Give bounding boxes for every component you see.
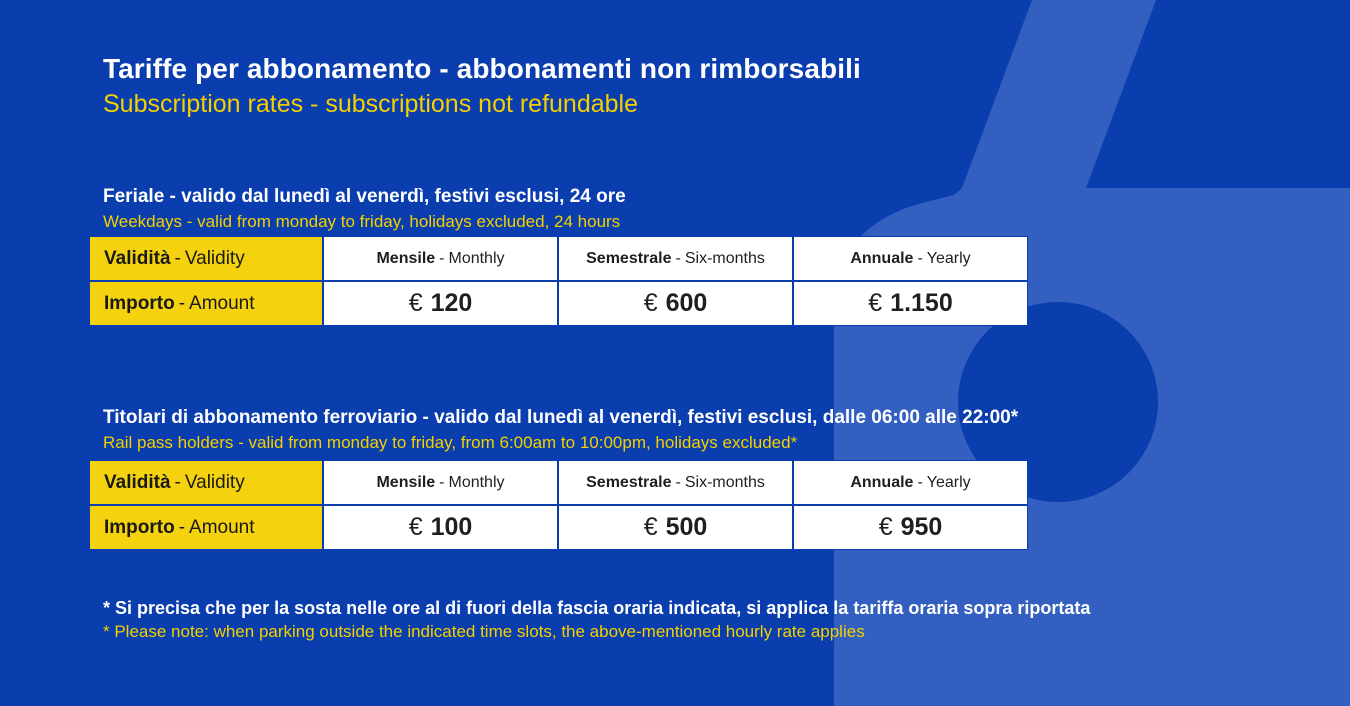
monthly-amount: 120 <box>430 289 473 317</box>
section-1-title: Feriale - valido dal lunedì al venerdì, festivi esclusi, 24 ore <box>103 186 626 207</box>
validity-label-main: Validità <box>104 471 171 493</box>
amount-label-cell <box>89 281 323 326</box>
amount-label-separator: - <box>178 292 186 314</box>
euro-symbol: € <box>643 513 658 541</box>
section-1-subtitle: Weekdays - valid from monday to friday, holidays excluded, 24 hours <box>103 212 621 231</box>
six-months-header-separator: - <box>675 249 681 267</box>
monthly-header-separator: - <box>439 249 445 267</box>
section-2-title: Titolari di abbonamento ferroviario - valido dal lunedì al venerdì, festivi esclusi, dalle 06:00 alle 22:00* <box>103 407 1019 428</box>
validity-label-cell <box>89 236 323 281</box>
six-months-amount: 500 <box>665 513 708 541</box>
validity-label-separator: - <box>174 247 181 269</box>
validity-label-cell <box>89 460 323 505</box>
monthly-header-sub: Monthly <box>448 473 505 491</box>
validity-label-main: Validità <box>104 247 171 269</box>
monthly-header-cell <box>323 236 558 281</box>
six-months-amount-cell <box>558 505 793 550</box>
yearly-amount: 1.150 <box>890 289 953 317</box>
six-months-header-sub: Six-months <box>684 473 765 491</box>
weekday-rates-table <box>89 236 1028 326</box>
monthly-header-sub: Monthly <box>448 249 505 267</box>
euro-symbol: € <box>878 513 893 541</box>
validity-label-sub: Validity <box>184 247 245 269</box>
yearly-header-main: Annuale <box>850 249 914 267</box>
monthly-amount: 100 <box>430 513 473 541</box>
page-title: Tariffe per abbonamento - abbonamenti non rimborsabili <box>103 53 861 84</box>
six-months-header-main: Semestrale <box>586 473 672 491</box>
section-2-subtitle: Rail pass holders - valid from monday to friday, from 6:00am to 10:00pm, holidays excluded* <box>103 433 798 452</box>
validity-label-separator: - <box>174 471 181 493</box>
six-months-header-main: Semestrale <box>586 249 672 267</box>
yearly-header-sub: Yearly <box>926 249 971 267</box>
amount-label-sub: Amount <box>189 292 255 314</box>
euro-symbol: € <box>408 289 423 317</box>
monthly-amount-cell <box>323 505 558 550</box>
yearly-header-separator: - <box>917 473 923 491</box>
amount-label-main: Importo <box>104 516 175 538</box>
six-months-header-sub: Six-months <box>684 249 765 267</box>
monthly-header-separator: - <box>439 473 445 491</box>
six-months-header-cell <box>558 236 793 281</box>
yearly-header-separator: - <box>917 249 923 267</box>
yearly-amount-cell <box>793 505 1028 550</box>
page-subtitle: Subscription rates - subscriptions not refundable <box>103 90 639 118</box>
rail-pass-rates-table <box>89 460 1028 550</box>
amount-label-sub: Amount <box>189 516 255 538</box>
six-months-amount: 600 <box>665 289 708 317</box>
six-months-amount-cell <box>558 281 793 326</box>
footnote-italian: * Si precisa che per la sosta nelle ore al di fuori della fascia oraria indicata, si applica la tariffa oraria sopra riportata <box>103 598 1091 618</box>
monthly-header-main: Mensile <box>376 249 436 267</box>
euro-symbol: € <box>643 289 658 317</box>
yearly-amount-cell <box>793 281 1028 326</box>
yearly-header-sub: Yearly <box>926 473 971 491</box>
yearly-header-main: Annuale <box>850 473 914 491</box>
amount-label-cell <box>89 505 323 550</box>
amount-label-main: Importo <box>104 292 175 314</box>
validity-label-sub: Validity <box>184 471 245 493</box>
footnote-english: * Please note: when parking outside the indicated time slots, the above-mentioned hourly rate applies <box>103 622 865 641</box>
yearly-amount: 950 <box>900 513 943 541</box>
yearly-header-cell <box>793 460 1028 505</box>
monthly-amount-cell <box>323 281 558 326</box>
euro-symbol: € <box>868 289 883 317</box>
six-months-header-separator: - <box>675 473 681 491</box>
monthly-header-cell <box>323 460 558 505</box>
monthly-header-main: Mensile <box>376 473 436 491</box>
euro-symbol: € <box>408 513 423 541</box>
six-months-header-cell <box>558 460 793 505</box>
amount-label-separator: - <box>178 516 186 538</box>
yearly-header-cell <box>793 236 1028 281</box>
